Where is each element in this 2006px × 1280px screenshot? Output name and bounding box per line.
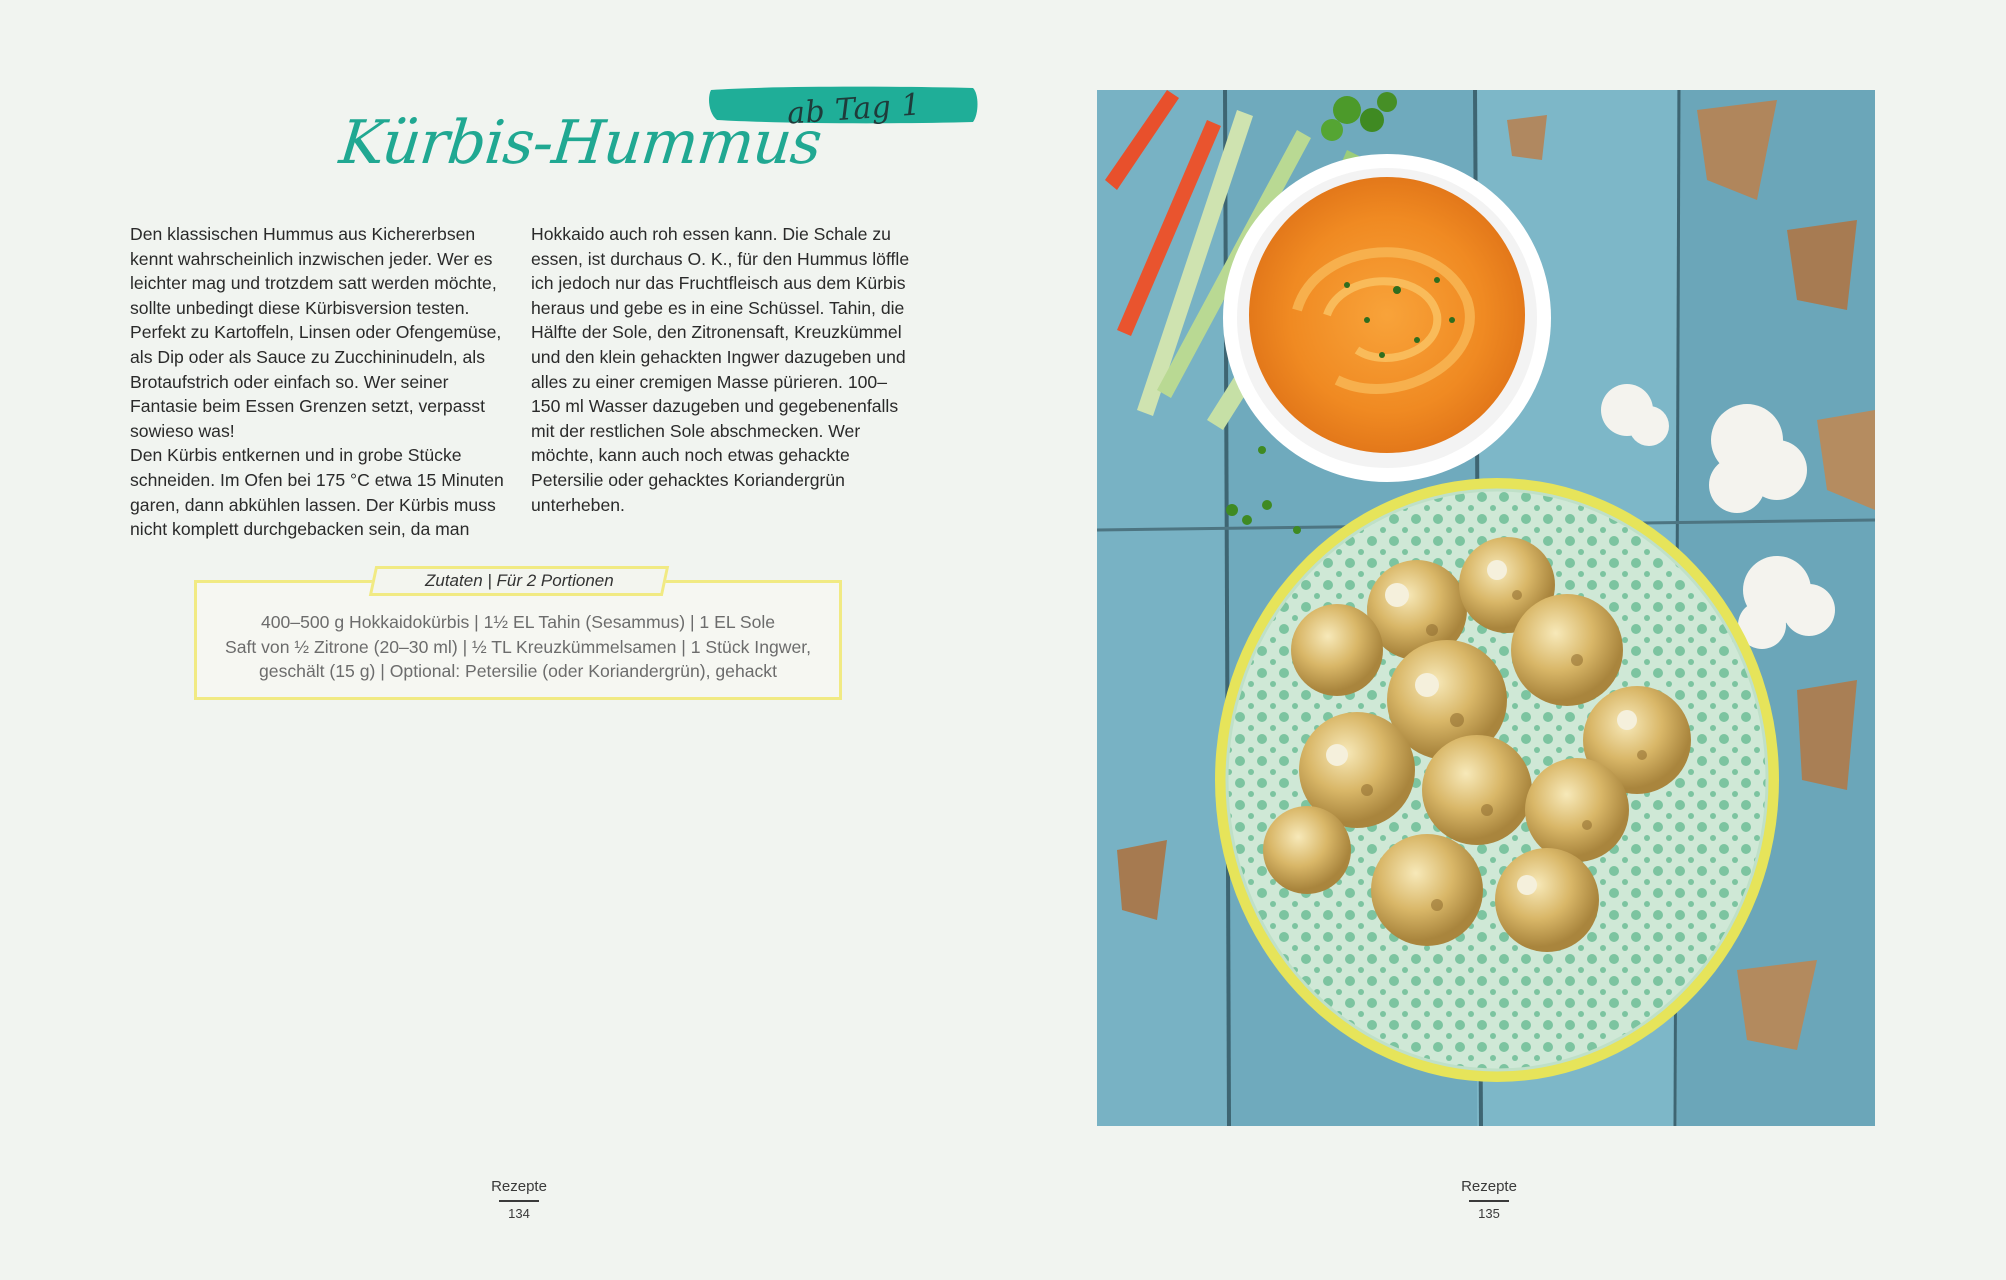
recipe-photo	[1097, 90, 1875, 1126]
ingredients-line: geschält (15 g) | Optional: Petersilie (oder Koriandergrün), gehackt	[259, 661, 777, 682]
ingredients-line: Saft von ½ Zitrone (20–30 ml) | ½ TL Kreuzkümmelsamen | 1 Stück Ingwer,	[224, 636, 812, 657]
ingredients-list	[200, 610, 836, 684]
footer-rule	[1469, 1200, 1509, 1202]
right-page	[1003, 0, 2006, 1280]
ingredients-line: 400–500 g Hokkaidokürbis | 1½ EL Tahin (Sesammus) | 1 EL Sole	[260, 612, 776, 632]
recipe-title: Kürbis-Hummus	[336, 108, 825, 178]
day-tag-text: ab Tag 1	[785, 87, 923, 132]
ingredients-label	[369, 566, 669, 596]
paragraph: Den klassischen Hummus aus Kichererbsen kennt wahrscheinlich inzwischen jeder. Wer es leichter mag und trotzdem satt werden möchte, sollte unbedingt diese Kürbisversion testen. Perfekt zu Kartoffeln, Linsen oder Ofengemüse, als Dip oder als Sauce zu Zucchininudeln, als Brotaufstrich oder einfach so. Wer seiner Fantasie beim Essen Grenzen setzt, verpasst sowieso was!	[130, 224, 502, 441]
section-name: Rezepte	[491, 1178, 547, 1195]
paragraph: Hokkaido auch roh essen kann. Die Schale zu essen, ist durchaus O. K., für den Hummus löffle ich jedoch nur das Fruchtfleisch aus dem Kürbis heraus und gebe es in eine Schüssel. Tahin, die Hälfte der Sole, den Zitronensaft, Kreuzkümmel und den klein gehackten Ingwer dazugeben und alles zu einer cremigen Masse pürieren. 100–150 ml Wasser dazugeben und gegebenenfalls mit der restlichen Sole abschmecken. Wer möchte, kann auch noch etwas gehackte Petersilie oder gehacktes Koriandergrün unterheben.	[531, 224, 910, 515]
page-footer-left	[459, 1178, 579, 1222]
ingredients-label-text: Zutaten | Für 2 Portionen	[424, 571, 614, 590]
food-photo-icon	[1097, 90, 1875, 1126]
footer-rule	[499, 1200, 539, 1202]
paragraph: Den Kürbis entkernen und in grobe Stücke schneiden. Im Ofen bei 175 °C etwa 15 Minuten garen, dann abkühlen lassen. Der Kürbis muss nicht komplett durchgebacken sein, da man	[130, 445, 504, 540]
page-footer-right	[1429, 1178, 1549, 1222]
page-number: 134	[508, 1206, 530, 1221]
section-name: Rezepte	[1461, 1178, 1517, 1195]
text-column-1	[130, 222, 512, 542]
text-column-2	[531, 222, 913, 517]
page-number: 135	[1478, 1206, 1500, 1221]
